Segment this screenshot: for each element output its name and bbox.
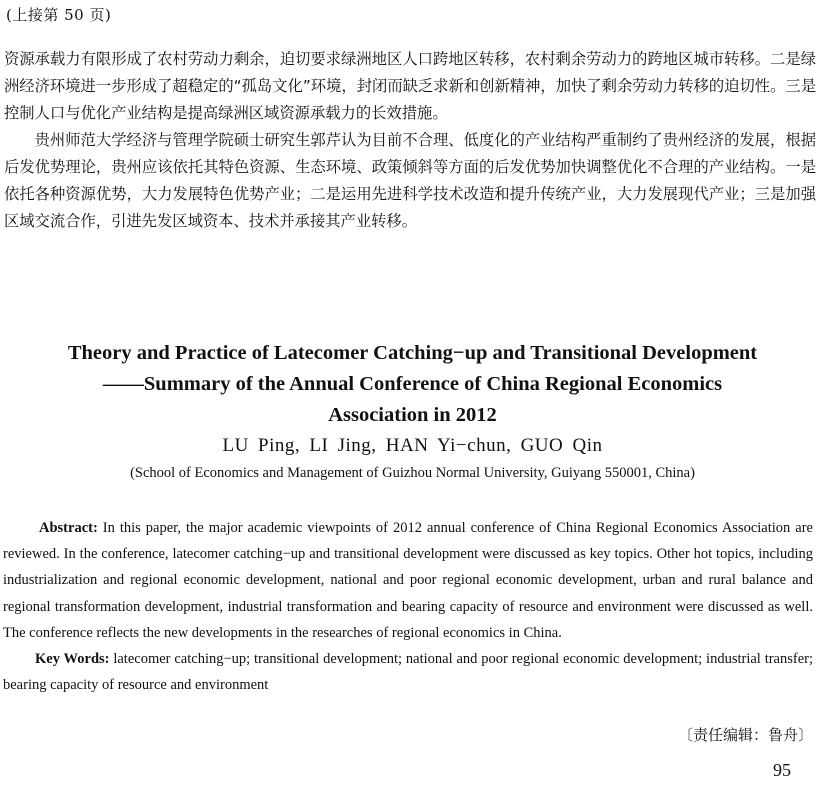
- chinese-body-text: [4, 46, 816, 235]
- english-title: [0, 338, 825, 431]
- title-line-2: ——Summary of the Annual Conference of China Regional Economics: [102, 373, 723, 395]
- abstract-text: In this paper, the major academic viewpoints of 2012 annual conference of China Regional Economics Association are reviewed. In the conference, latecomer catching−up and transitional development were discussed as key topics. Other hot topics, including industrialization and regional economic development, national and poor regional economic development, urban and rural balance and regional transformation development, industrial transformation and bearing capacity of resource and environment were discussed as well. The conference reflects the new developments in the researches of regional economics in China.: [3, 520, 813, 641]
- keywords-label: Key Words:: [35, 651, 110, 668]
- page-number: 95: [773, 760, 791, 780]
- abstract-paragraph: [3, 515, 813, 646]
- keywords-paragraph: [3, 646, 813, 698]
- english-abstract-block: [3, 515, 813, 698]
- affiliation: (School of Economics and Management of Guizhou Normal University, Guiyang 550001, China): [130, 465, 695, 481]
- authors: LU Ping, LI Jing, HAN Yi−chun, GUO Qin: [222, 435, 603, 456]
- chinese-paragraph-2: 贵州师范大学经济与管理学院硕士研究生郭芹认为目前不合理、低度化的产业结构严重制约了贵州经济的发展，根据后发优势理论，贵州应该依托其特色资源、生态环境、政策倾斜等方面的后发优势加快调整优化不合理的产业结构。一是依托各种资源优势，大力发展特色优势产业；二是运用先进科学技术改造和提升传统产业，大力发展现代产业；三是加强区域交流合作，引进先发区域资本、技术并承接其产业转移。: [4, 131, 816, 230]
- editor-note: 〔责任编辑：鲁舟〕: [677, 726, 813, 744]
- continuation-note: (上接第 50 页): [6, 6, 112, 24]
- title-line-1: Theory and Practice of Latecomer Catching−up and Transitional Development: [67, 342, 758, 364]
- title-line-3: Association in 2012: [328, 404, 497, 426]
- chinese-paragraph-1: 资源承载力有限形成了农村劳动力剩余，迫切要求绿洲地区人口跨地区转移，农村剩余劳动力的跨地区城市转移。二是绿洲经济环境进一步形成了超稳定的“孤岛文化”环境，封闭而缺乏求新和创新精神，加快了剩余劳动力转移的迫切性。三是控制人口与优化产业结构是提高绿洲区域资源承载力的长效措施。: [4, 50, 816, 122]
- keywords-text: latecomer catching−up; transitional development; national and poor regional economic development; industrial transfer; bearing capacity of resource and environment: [3, 651, 813, 694]
- abstract-label: Abstract:: [39, 520, 98, 536]
